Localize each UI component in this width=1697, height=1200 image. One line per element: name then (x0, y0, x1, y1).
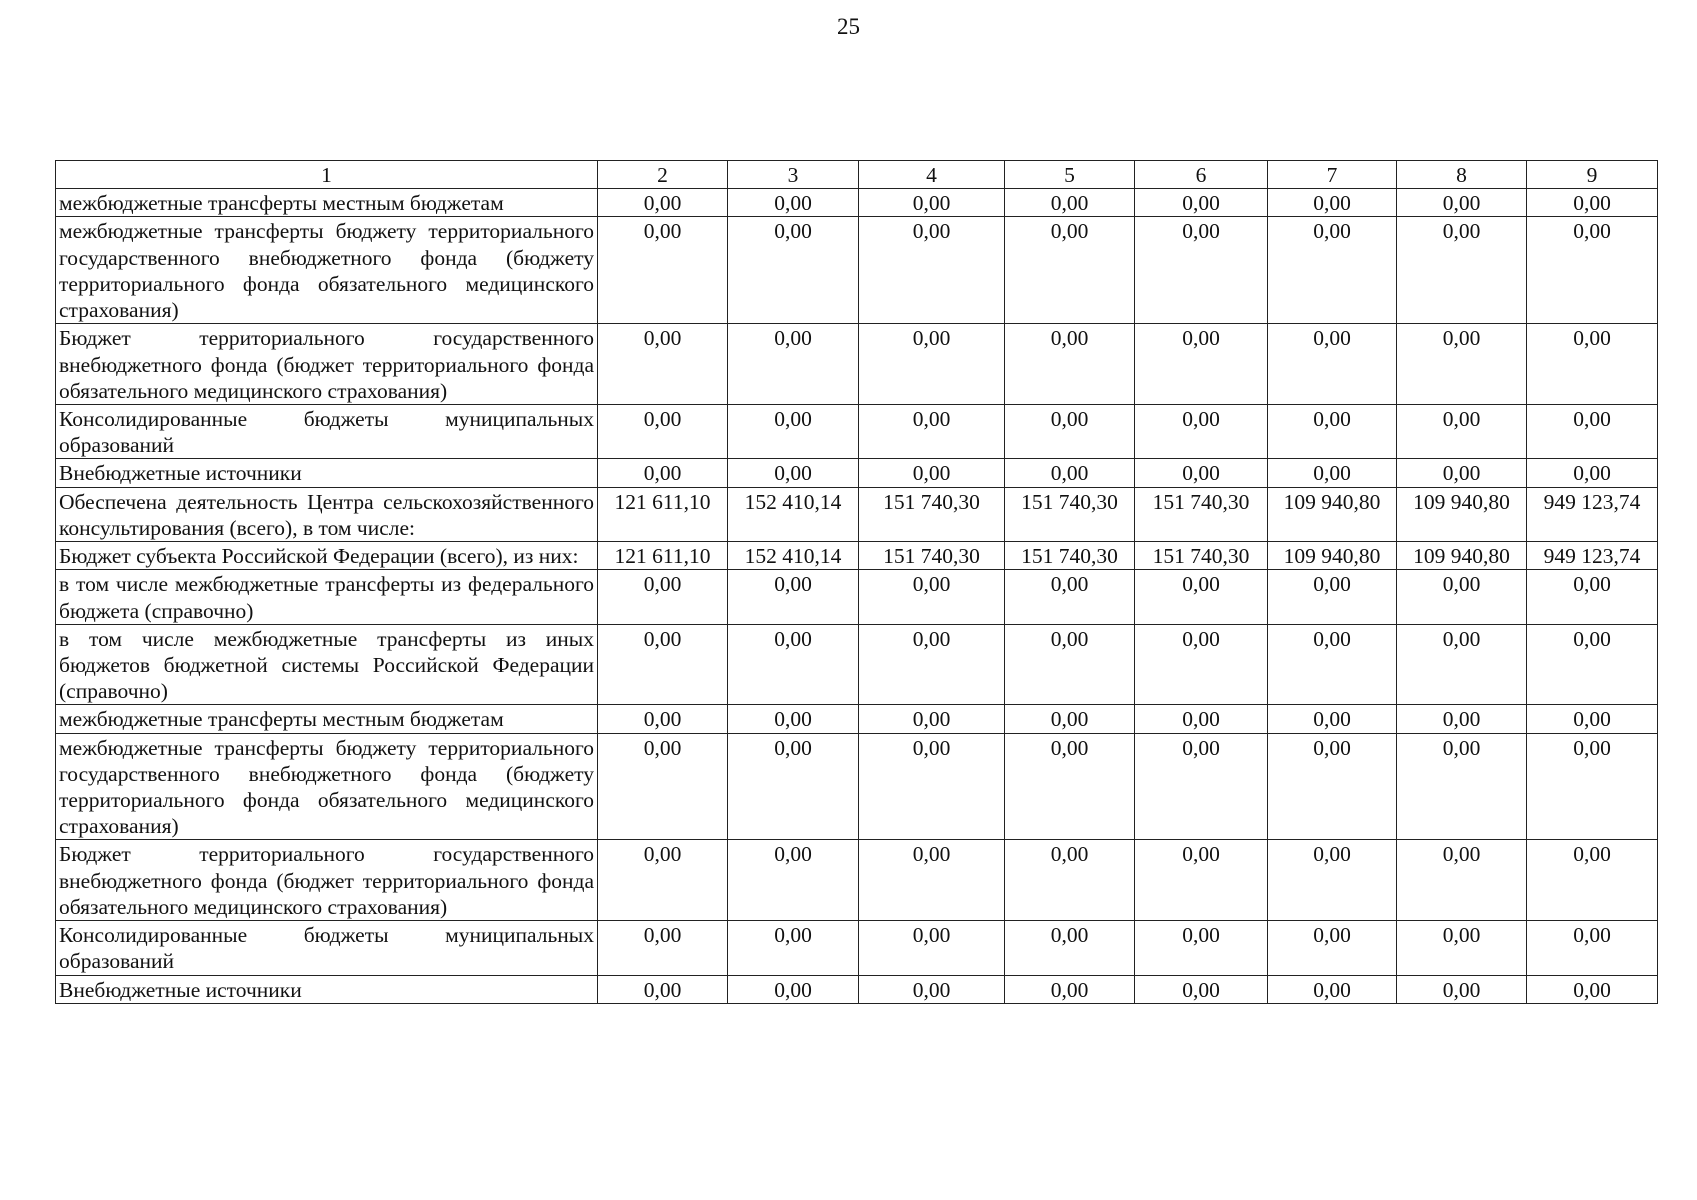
value-cell: 0,00 (1005, 733, 1135, 840)
value-cell: 0,00 (728, 624, 859, 705)
value-cell: 0,00 (1397, 459, 1527, 487)
value-cell: 0,00 (1527, 624, 1658, 705)
table-row (56, 217, 1658, 324)
row-label: межбюджетные трансферты местным бюджетам (56, 189, 598, 217)
row-label: межбюджетные трансферты бюджету территориального государственного внебюджетного фонда (бюджету территориального фонда обязательного медицинского страхования) (56, 217, 598, 324)
table-row (56, 975, 1658, 1003)
value-cell: 0,00 (859, 733, 1005, 840)
value-cell: 121 611,10 (598, 542, 728, 570)
value-cell: 109 940,80 (1268, 542, 1397, 570)
row-label: в том числе межбюджетные трансферты из иных бюджетов бюджетной системы Российской Федерации (справочно) (56, 624, 598, 705)
value-cell: 0,00 (1527, 217, 1658, 324)
value-cell: 0,00 (728, 324, 859, 405)
column-header: 7 (1268, 161, 1397, 189)
value-cell: 0,00 (598, 459, 728, 487)
row-label: Бюджет территориального государственного внебюджетного фонда (бюджет территориального фонда обязательного медицинского страхования) (56, 324, 598, 405)
value-cell: 0,00 (728, 975, 859, 1003)
value-cell: 0,00 (859, 324, 1005, 405)
value-cell: 0,00 (859, 840, 1005, 921)
value-cell: 0,00 (1135, 705, 1268, 733)
row-label: Внебюджетные источники (56, 975, 598, 1003)
column-header: 3 (728, 161, 859, 189)
value-cell: 0,00 (859, 570, 1005, 624)
value-cell: 152 410,14 (728, 487, 859, 541)
value-cell: 0,00 (1397, 921, 1527, 975)
value-cell: 0,00 (1527, 570, 1658, 624)
value-cell: 109 940,80 (1268, 487, 1397, 541)
value-cell: 0,00 (1527, 705, 1658, 733)
value-cell: 0,00 (1135, 459, 1268, 487)
row-label: Обеспечена деятельность Центра сельскохозяйственного консультирования (всего), в том числе: (56, 487, 598, 541)
value-cell: 0,00 (1005, 840, 1135, 921)
row-label: Внебюджетные источники (56, 459, 598, 487)
value-cell: 0,00 (1135, 189, 1268, 217)
value-cell: 0,00 (1005, 459, 1135, 487)
value-cell: 0,00 (1527, 404, 1658, 458)
value-cell: 0,00 (1005, 921, 1135, 975)
column-header: 1 (56, 161, 598, 189)
value-cell: 0,00 (1005, 705, 1135, 733)
value-cell: 0,00 (1005, 324, 1135, 405)
value-cell: 0,00 (1135, 217, 1268, 324)
value-cell: 0,00 (1527, 324, 1658, 405)
value-cell: 0,00 (1268, 324, 1397, 405)
table-row (56, 404, 1658, 458)
row-label: межбюджетные трансферты бюджету территориального государственного внебюджетного фонда (бюджету территориального фонда обязательного медицинского страхования) (56, 733, 598, 840)
value-cell: 0,00 (728, 921, 859, 975)
value-cell: 0,00 (859, 921, 1005, 975)
table-row (56, 840, 1658, 921)
value-cell: 0,00 (1397, 840, 1527, 921)
value-cell: 0,00 (1397, 570, 1527, 624)
table-row (56, 189, 1658, 217)
value-cell: 109 940,80 (1397, 487, 1527, 541)
value-cell: 0,00 (598, 570, 728, 624)
value-cell: 0,00 (1268, 189, 1397, 217)
value-cell: 0,00 (1397, 404, 1527, 458)
table-row (56, 705, 1658, 733)
row-label: Бюджет территориального государственного внебюджетного фонда (бюджет территориального фонда обязательного медицинского страхования) (56, 840, 598, 921)
value-cell: 0,00 (598, 921, 728, 975)
value-cell: 151 740,30 (859, 542, 1005, 570)
value-cell: 0,00 (1135, 840, 1268, 921)
value-cell: 0,00 (598, 217, 728, 324)
value-cell: 949 123,74 (1527, 542, 1658, 570)
value-cell: 0,00 (598, 840, 728, 921)
table-row (56, 487, 1658, 541)
value-cell: 0,00 (1268, 217, 1397, 324)
value-cell: 0,00 (1268, 404, 1397, 458)
value-cell: 121 611,10 (598, 487, 728, 541)
value-cell: 0,00 (1268, 459, 1397, 487)
value-cell: 0,00 (1397, 975, 1527, 1003)
value-cell: 151 740,30 (1005, 487, 1135, 541)
value-cell: 0,00 (859, 624, 1005, 705)
value-cell: 0,00 (728, 217, 859, 324)
value-cell: 0,00 (1135, 624, 1268, 705)
value-cell: 0,00 (728, 840, 859, 921)
value-cell: 0,00 (1005, 975, 1135, 1003)
table-body (56, 189, 1658, 1004)
row-label: Консолидированные бюджеты муниципальных образований (56, 404, 598, 458)
value-cell: 0,00 (859, 459, 1005, 487)
page-number: 25 (837, 14, 860, 39)
table-row (56, 542, 1658, 570)
table-row (56, 624, 1658, 705)
value-cell: 151 740,30 (1135, 487, 1268, 541)
value-cell: 949 123,74 (1527, 487, 1658, 541)
row-label: Консолидированные бюджеты муниципальных образований (56, 921, 598, 975)
value-cell: 0,00 (859, 189, 1005, 217)
value-cell: 0,00 (1135, 733, 1268, 840)
value-cell: 0,00 (728, 570, 859, 624)
table-row (56, 733, 1658, 840)
value-cell: 151 740,30 (859, 487, 1005, 541)
column-header: 6 (1135, 161, 1268, 189)
value-cell: 0,00 (859, 217, 1005, 324)
value-cell: 0,00 (1135, 324, 1268, 405)
value-cell: 0,00 (728, 459, 859, 487)
column-header: 9 (1527, 161, 1658, 189)
value-cell: 0,00 (598, 624, 728, 705)
value-cell: 0,00 (1005, 570, 1135, 624)
value-cell: 0,00 (1268, 733, 1397, 840)
value-cell: 0,00 (1005, 624, 1135, 705)
value-cell: 0,00 (728, 705, 859, 733)
budget-table (55, 160, 1658, 1004)
value-cell: 0,00 (1527, 733, 1658, 840)
value-cell: 151 740,30 (1135, 542, 1268, 570)
value-cell: 0,00 (859, 975, 1005, 1003)
value-cell: 0,00 (1135, 404, 1268, 458)
column-header: 2 (598, 161, 728, 189)
value-cell: 0,00 (598, 404, 728, 458)
row-label: в том числе межбюджетные трансферты из федерального бюджета (справочно) (56, 570, 598, 624)
value-cell: 0,00 (1268, 840, 1397, 921)
value-cell: 0,00 (1397, 624, 1527, 705)
value-cell: 109 940,80 (1397, 542, 1527, 570)
value-cell: 0,00 (1135, 570, 1268, 624)
table-row (56, 459, 1658, 487)
value-cell: 152 410,14 (728, 542, 859, 570)
value-cell: 0,00 (859, 705, 1005, 733)
value-cell: 0,00 (728, 733, 859, 840)
value-cell: 0,00 (1397, 733, 1527, 840)
value-cell: 0,00 (1527, 975, 1658, 1003)
value-cell: 0,00 (1268, 705, 1397, 733)
column-header: 5 (1005, 161, 1135, 189)
value-cell: 0,00 (598, 705, 728, 733)
value-cell: 0,00 (1268, 624, 1397, 705)
table-row (56, 921, 1658, 975)
value-cell: 0,00 (1135, 921, 1268, 975)
value-cell: 151 740,30 (1005, 542, 1135, 570)
value-cell: 0,00 (1397, 324, 1527, 405)
column-header: 4 (859, 161, 1005, 189)
table-row (56, 570, 1658, 624)
value-cell: 0,00 (1005, 217, 1135, 324)
value-cell: 0,00 (859, 404, 1005, 458)
value-cell: 0,00 (1397, 705, 1527, 733)
value-cell: 0,00 (1397, 217, 1527, 324)
row-label: Бюджет субъекта Российской Федерации (всего), из них: (56, 542, 598, 570)
value-cell: 0,00 (1397, 189, 1527, 217)
value-cell: 0,00 (1268, 570, 1397, 624)
table-header-row (56, 161, 1658, 189)
value-cell: 0,00 (1527, 840, 1658, 921)
value-cell: 0,00 (1005, 189, 1135, 217)
value-cell: 0,00 (1268, 921, 1397, 975)
value-cell: 0,00 (598, 975, 728, 1003)
table-row (56, 324, 1658, 405)
value-cell: 0,00 (1527, 921, 1658, 975)
value-cell: 0,00 (728, 189, 859, 217)
value-cell: 0,00 (1005, 404, 1135, 458)
value-cell: 0,00 (1268, 975, 1397, 1003)
column-header: 8 (1397, 161, 1527, 189)
row-label: межбюджетные трансферты местным бюджетам (56, 705, 598, 733)
value-cell: 0,00 (598, 189, 728, 217)
value-cell: 0,00 (598, 324, 728, 405)
value-cell: 0,00 (1527, 189, 1658, 217)
value-cell: 0,00 (728, 404, 859, 458)
value-cell: 0,00 (1527, 459, 1658, 487)
value-cell: 0,00 (1135, 975, 1268, 1003)
value-cell: 0,00 (598, 733, 728, 840)
